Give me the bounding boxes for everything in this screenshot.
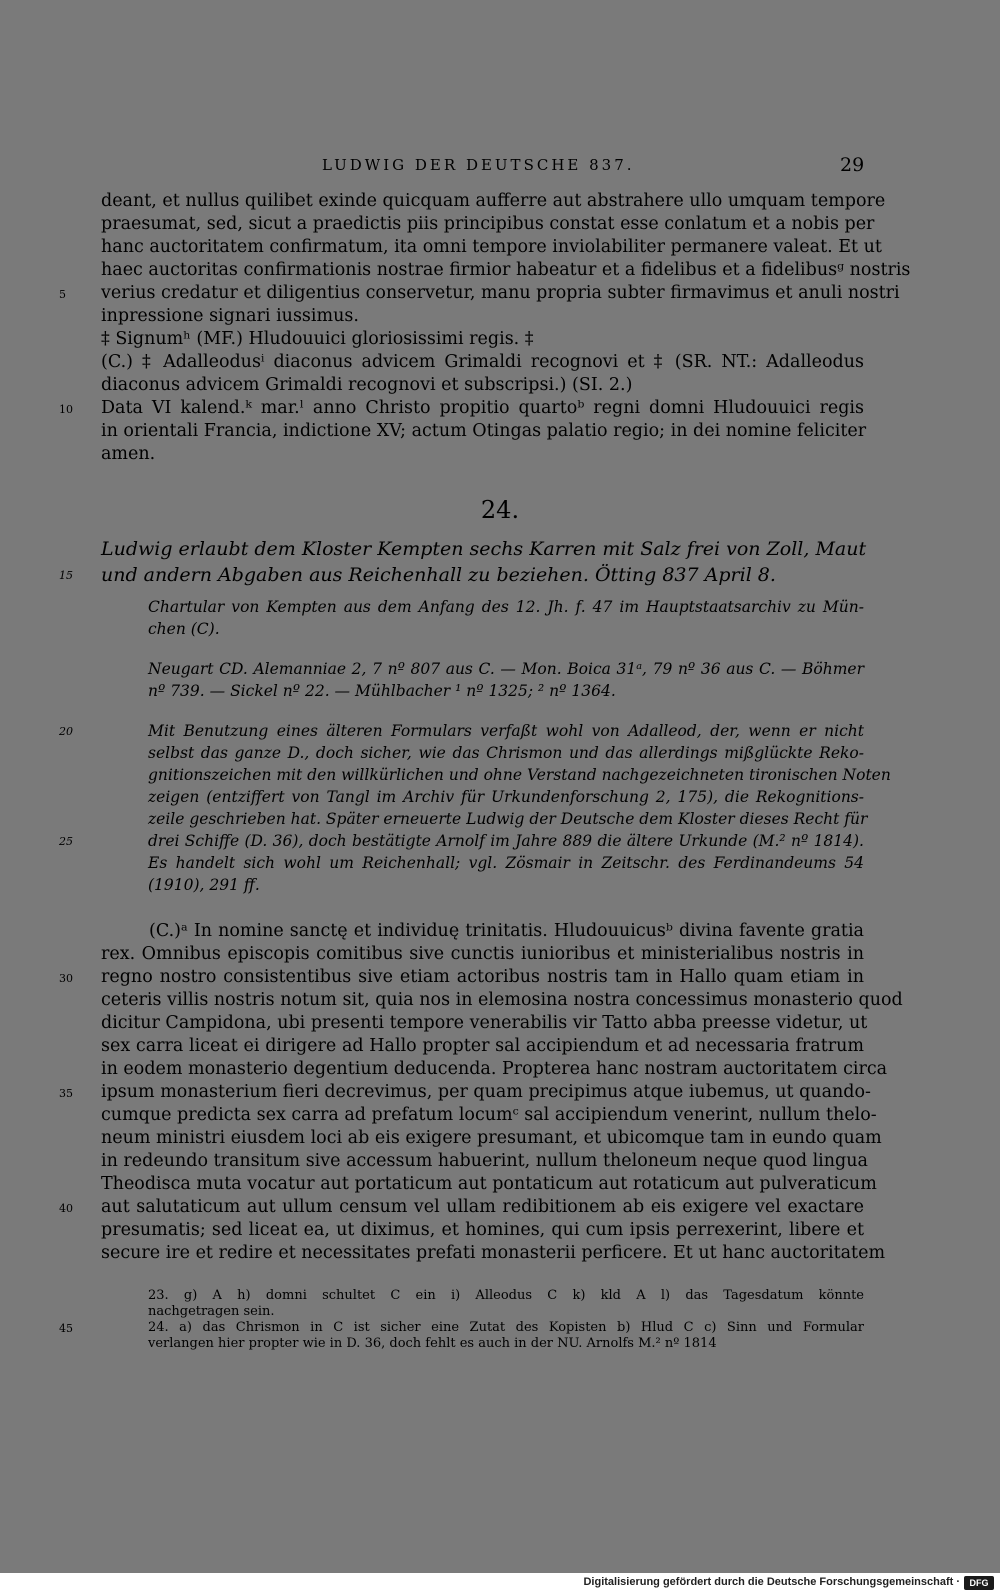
line-text: dicitur Campidona, ubi presenti tempore venerabilis vir Tatto abba preesse videtur, ut [101,1013,868,1033]
line-text: 24. a) das Chrismon in C ist sicher eine Zutat des Kopisten b) Hlud C c) Sinn und Formular [148,1320,864,1335]
line-text: gnitionszeichen mit den willkürlichen und ohne Verstand nachgezeichneten tironischen Noten [148,766,891,784]
line-text: Data VI kalend.ᵏ mar.ˡ anno Christo propitio quartoᵇ regni domni Hludouuici regis [101,398,864,418]
line-text: 23. g) A h) domni schultet C ein i) Alleodus C k) kld A l) das Tagesdatum könnte [148,1288,864,1303]
line-text: Ludwig erlaubt dem Kloster Kempten sechs Karren mit Salz frei von Zoll, Maut [101,538,867,560]
text-line [148,786,864,808]
line-text: secure ire et redire et necessitates prefati monasterii perficere. Et ut hanc auctoritatem [101,1243,886,1263]
text-line [59,966,864,989]
text-line [101,1150,868,1173]
text-line [59,282,900,305]
line-text: selbst das ganze D., doch sicher, wie das Chrismon und das allerdings mißglückte Reko- [148,744,864,762]
line-text: drei Schiffe (D. 36), doch bestätigte Arnolf im Jahre 889 die ältere Urkunde (M.² nº 1814). [148,832,864,850]
line-text: sex carra liceat ei dirigere ad Hallo propter sal accipiendum et ad necessaria fratrum [101,1036,864,1056]
text-line [101,190,886,213]
text-line [148,852,864,874]
text-line [148,596,864,618]
text-line [101,943,864,966]
line-text: zeile geschrieben hat. Später erneuerte Ludwig der Deutsche dem Kloster dieses Recht für [148,810,868,828]
text-line [59,397,864,420]
text-line [59,830,864,852]
line-text: Es handelt sich wohl um Reichenhall; vgl. Zösmair in Zeitschr. des Ferdinandeums 54 [148,854,864,872]
tradition-note [148,596,864,640]
line-text: nachgetragen sein. [148,1304,275,1319]
line-text: chen (C). [148,620,220,638]
line-text: cumque predicta sex carra ad prefatum locumᶜ sal accipiendum venerint, nullum thelo- [101,1105,877,1125]
banner-text: Digitalisierung gefördert durch die Deutsche Forschungsgemeinschaft · [583,1576,960,1588]
line-number: 5 [59,288,66,301]
line-text: regno nostro consistentibus sive etiam actoribus nostris tam in Hallo quam etiam in [101,967,864,987]
line-number: 20 [59,725,73,738]
running-title: LUDWIG DER DEUTSCHE 837. [322,156,635,174]
text-line [148,764,891,786]
line-number: 35 [59,1087,73,1100]
text-line [101,305,864,328]
line-text: Chartular von Kempten aus dem Anfang des 12. Jh. f. 47 im Hauptstaatsarchiv zu Mün- [148,598,864,616]
footnotes [59,1288,864,1352]
text-line [101,1242,886,1265]
line-text: Mit Benutzung eines älteren Formulars verfaßt wohl von Adalleod, der, wenn er nicht [148,722,864,740]
document-number: 24. [480,496,520,524]
text-line [101,259,911,282]
line-text: Theodisca muta vocatur aut portaticum aut pontaticum aut rotaticum aut pulveraticum [101,1174,877,1194]
line-text: in redeundo transitum sive accessum habuerint, nullum theloneum neque quod lingua [101,1151,868,1171]
text-line [101,1104,877,1127]
text-line [59,1196,864,1219]
line-text: ‡ Signumʰ (MF.) Hludouuici gloriosissimi regis. ‡ [101,329,534,349]
editions-note [148,658,864,702]
line-text: praesumat, sed, sicut a praedictis piis principibus constat esse conlatum et a nobis per [101,214,875,234]
line-text: rex. Omnibus episcopis comitibus sive cunctis iunioribus et ministerialibus nostris in [101,944,864,964]
text-line [101,1127,882,1150]
text-line [59,1320,864,1336]
text-line [101,328,864,351]
text-line [148,1288,864,1304]
text-line [148,874,864,896]
text-line [101,236,882,259]
text-line [101,1012,868,1035]
text-line [59,720,864,742]
line-number: 25 [59,835,73,848]
text-line [101,1219,864,1242]
line-text: zeigen (entziffert von Tangl im Archiv für Urkundenforschung 2, 175), die Rekognitions- [148,788,864,806]
text-line [101,1035,864,1058]
previous-document-text [59,190,911,466]
line-text: haec auctoritas confirmationis nostrae firmior habeatur et a fidelibus et a fidelibusᵍ nostris [101,260,911,280]
text-line [101,920,864,943]
line-text: (C.)ᵃ In nomine sanctę et individuę trinitatis. Hludouuicusᵇ divina favente gratia [149,921,864,941]
text-line [148,658,864,680]
line-text: hanc auctoritatem confirmatum, ita omni tempore inviolabiliter permanere valeat. Et ut [101,237,882,257]
line-text: Neugart CD. Alemanniae 2, 7 nº 807 aus C. — Mon. Boica 31ᵃ, 79 nº 36 aus C. — Böhmer [148,660,864,678]
line-number: 40 [59,1202,73,1215]
line-number: 15 [59,569,73,582]
line-text: verius credatur et diligentius conservetur, manu propria subter firmavimus et anuli nostri [101,283,900,303]
text-line [148,808,868,830]
regest [59,536,867,588]
text-line [148,1336,864,1352]
line-number: 45 [59,1322,73,1335]
line-text: neum ministri eiusdem loci ab eis exigere presumant, et ubicomque tam in eundo quam [101,1128,882,1148]
text-line [101,443,864,466]
text-line [101,1173,877,1196]
text-line [101,989,903,1012]
text-line [101,420,867,443]
charter-text [59,920,903,1265]
line-text: diaconus advicem Grimaldi recognovi et subscripsi.) (SI. 2.) [101,375,633,395]
line-text: amen. [101,444,156,464]
text-line [101,213,875,236]
line-text: in eodem monasterio degentium deducenda. Propterea hanc nostram auctoritatem circa [101,1059,888,1079]
text-line [148,1304,864,1320]
line-text: (C.) ‡ Adalleodusⁱ diaconus advicem Grimaldi recognovi et ‡ (SR. NT.: Adalleodus [101,352,864,372]
running-header [0,156,1000,180]
text-line [59,562,864,588]
text-line [101,1058,888,1081]
digitization-banner [0,1573,1000,1593]
line-text: deant, et nullus quilibet exinde quicquam aufferre aut abstrahere ullo umquam tempore [101,191,886,211]
text-line [101,536,867,562]
page-number: 29 [840,154,865,176]
line-text: in orientali Francia, indictione XV; actum Otingas palatio regio; in dei nomine feliciter [101,421,867,441]
commentary [59,720,891,896]
text-line [101,351,864,374]
line-number: 10 [59,403,73,416]
line-number: 30 [59,972,73,985]
line-text: verlangen hier propter wie in D. 36, doch fehlt es auch in der NU. Arnolfs M.² nº 1814 [148,1336,717,1351]
text-line [148,618,864,640]
text-line [59,1081,871,1104]
dfg-logo: DFG [964,1576,994,1590]
line-text: ipsum monasterium fieri decrevimus, per quam precipimus atque iubemus, ut quando- [101,1082,871,1102]
line-text: und andern Abgaben aus Reichenhall zu beziehen. Ötting 837 April 8. [101,564,776,586]
text-line [101,374,864,397]
text-line [148,742,864,764]
line-text: (1910), 291 ff. [148,876,260,894]
line-text: nº 739. — Sickel nº 22. — Mühlbacher ¹ nº 1325; ² nº 1364. [148,682,616,700]
text-line [148,680,864,702]
line-text: ceteris villis nostris notum sit, quia nos in elemosina nostra concessimus monasterio quod [101,990,903,1010]
line-text: presumatis; sed liceat ea, ut diximus, et homines, qui cum ipsis perrexerint, libere et [101,1220,864,1240]
line-text: aut salutaticum aut ullum censum vel ullam redibitionem ab eis exigere vel exactare [101,1197,864,1217]
line-text: inpressione signari iussimus. [101,306,359,326]
